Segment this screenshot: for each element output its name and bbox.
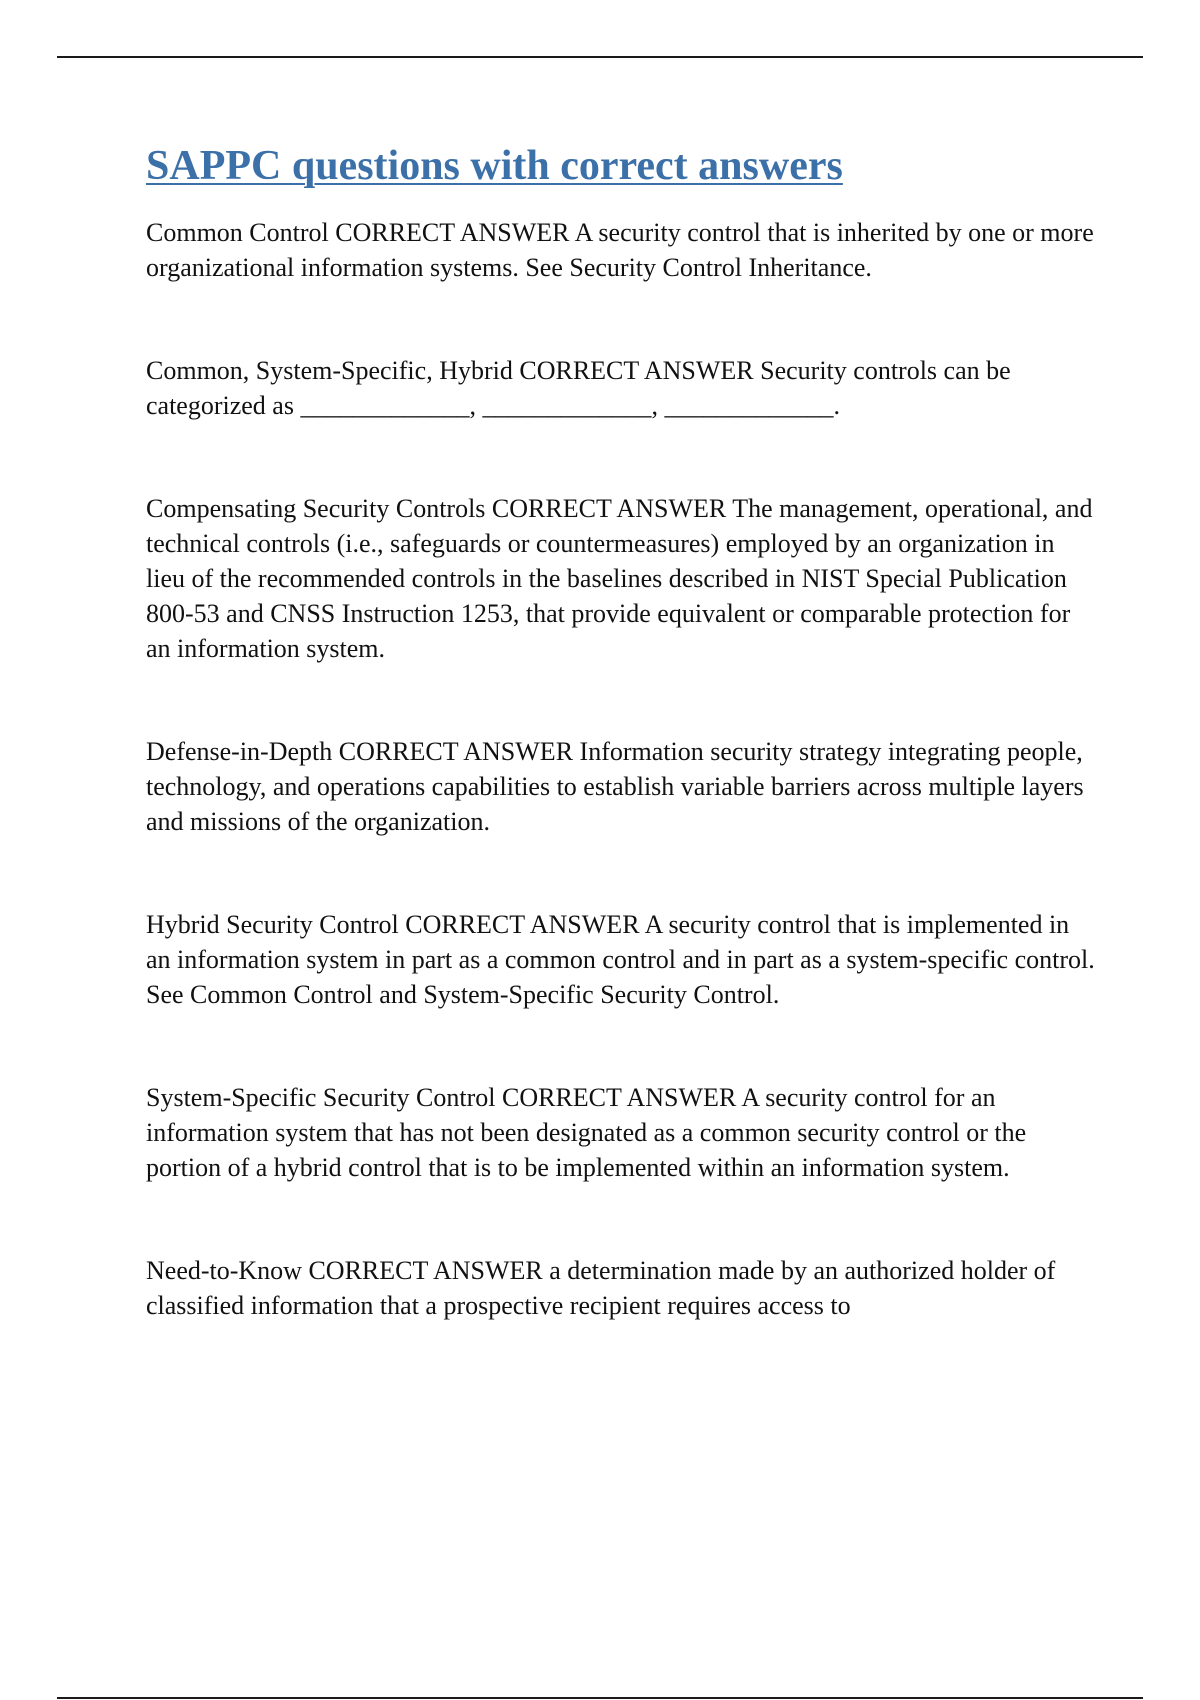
qa-entry-need-to-know: Need-to-Know CORRECT ANSWER a determination made by an authorized holder of classified information that a prospective recipient requires access to [146,1255,1056,1320]
qa-entry-common-control: Common Control CORRECT ANSWER A security control that is inherited by one or more organizational information systems. See Security Control Inheritance. [146,217,1094,282]
qa-entry-control-categories: Common, System-Specific, Hybrid CORRECT ANSWER Security controls can be categorized as _____________, _____________, _____________. [146,355,1011,420]
qa-entry-compensating-controls: Compensating Security Controls CORRECT ANSWER The management, operational, and technical controls (i.e., safeguards or countermeasures) employed by an organization in lieu of the recommended controls in the baselines described in NIST Special Publication 800-53 and CNSS Instruction 1253, that provide equivalent or comparable protection for an information system. [146,493,1093,663]
qa-entry-system-specific-control: System-Specific Security Control CORRECT ANSWER A security control for an information system that has not been designated as a common security control or the portion of a hybrid control that is to be implemented within an information system. [146,1082,1027,1182]
bottom-rule [57,1697,1143,1699]
document-body [146,140,1096,1323]
qa-entry-defense-in-depth: Defense-in-Depth CORRECT ANSWER Information security strategy integrating people, technology, and operations capabilities to establish variable barriers across multiple layers and missions of the organization. [146,736,1084,836]
top-rule [57,56,1143,58]
document-title: SAPPC questions with correct answers [146,143,843,189]
qa-entry-hybrid-control: Hybrid Security Control CORRECT ANSWER A security control that is implemented in an information system in part as a common control and in part as a system-specific control. See Common Control and System-Specific Security Control. [146,909,1095,1009]
